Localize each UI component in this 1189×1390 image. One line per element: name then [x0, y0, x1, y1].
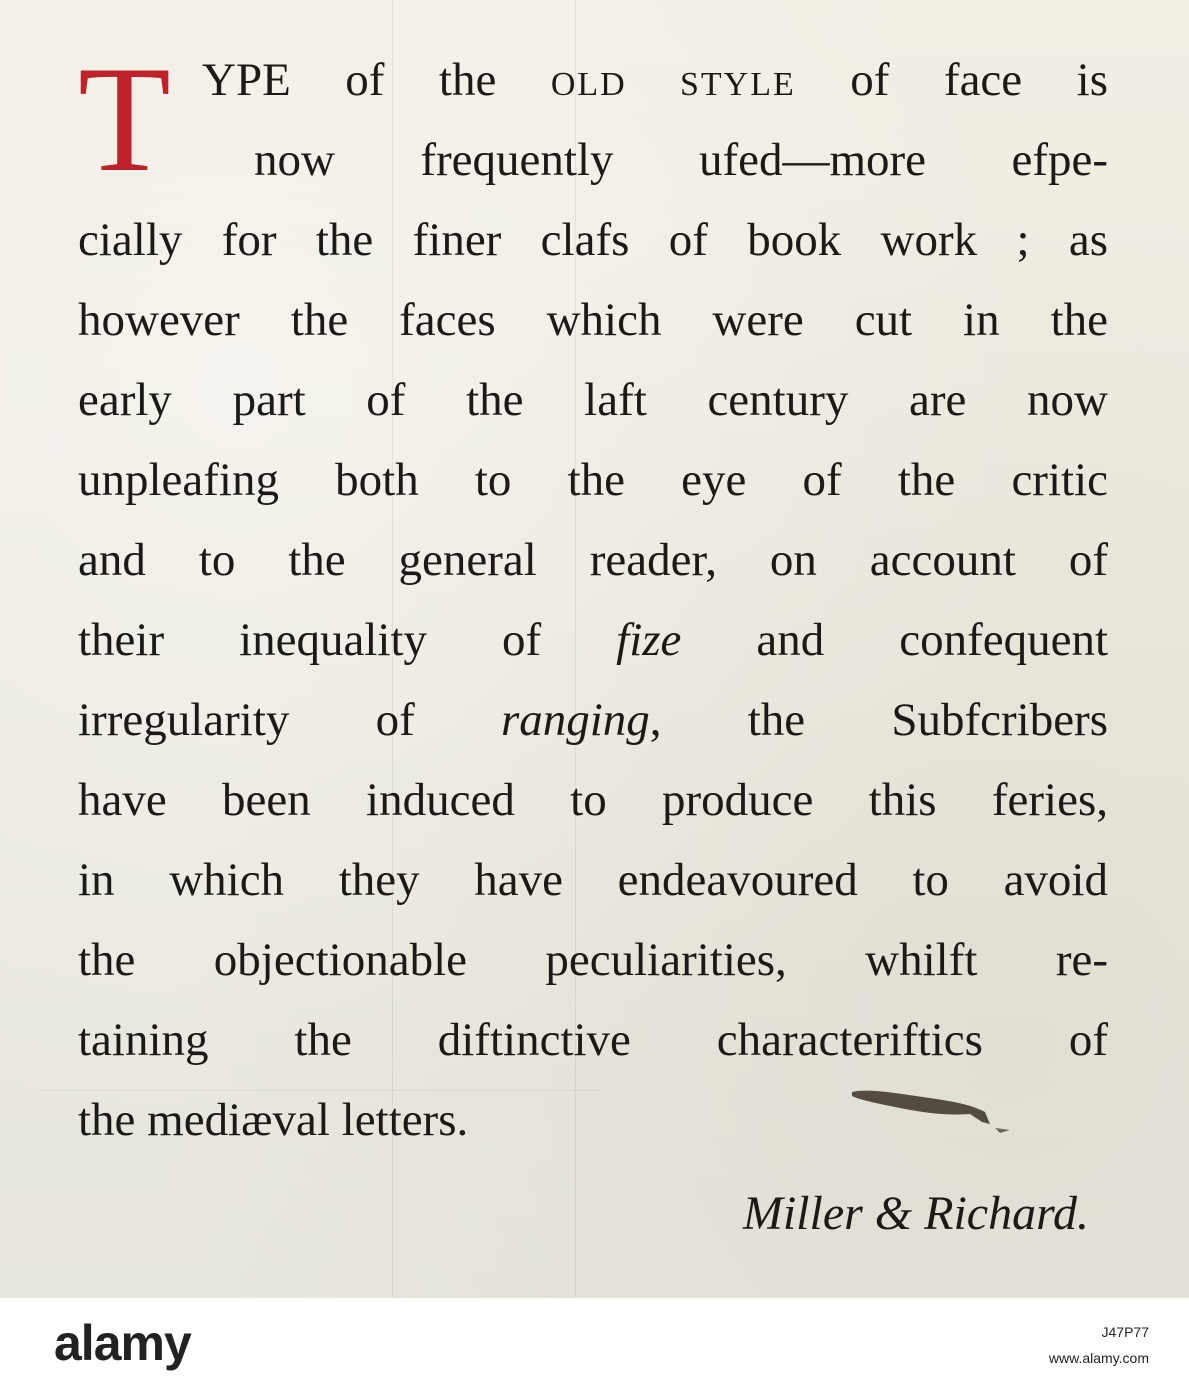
brand-logo: alamy [54, 1315, 191, 1371]
text-line [78, 40, 1108, 120]
watermark-bar [0, 1298, 1189, 1390]
text-line: have been induced to produce this feries, [78, 774, 1108, 826]
text-span: YPE of the [202, 54, 551, 106]
small-caps-span: OLD STYLE [550, 66, 796, 103]
ink-stain [850, 1086, 1010, 1138]
image-id: J47P77 [1101, 1324, 1149, 1340]
text-span: of face is [795, 54, 1108, 106]
text-span: , the Subfcribers [649, 694, 1108, 746]
text-line: cially for the finer clafs of book work ; as [78, 214, 1108, 266]
text-line [78, 600, 1108, 680]
text-span: their inequality of [78, 614, 617, 666]
signature: Miller & Richard. [742, 1187, 1089, 1240]
text-span: irregularity of [78, 694, 501, 746]
text-line: however the faces which were cut in the [78, 294, 1108, 346]
text-line: and to the general reader, on account of [78, 534, 1108, 586]
text-line: the objectionable peculiarities, whilft re- [78, 934, 1108, 986]
site-url: www.alamy.com [1048, 1350, 1149, 1366]
text-line: unpleafing both to the eye of the critic [78, 454, 1108, 506]
italic-word: fize [616, 614, 682, 666]
text-line: early part of the laft century are now [78, 374, 1108, 426]
text-line: now frequently ufed—more efpe- [254, 134, 1108, 186]
text-line: in which they have endeavoured to avoid [78, 854, 1108, 906]
text-line: the mediæval letters. [78, 1094, 469, 1146]
text-line: taining the diftinctive characteriftics of [78, 1014, 1108, 1066]
drop-cap: T [78, 35, 171, 203]
text-line [78, 680, 1108, 760]
body-text [78, 35, 1109, 1160]
italic-word: ranging [500, 694, 650, 746]
text-span: and confequent [681, 614, 1109, 666]
